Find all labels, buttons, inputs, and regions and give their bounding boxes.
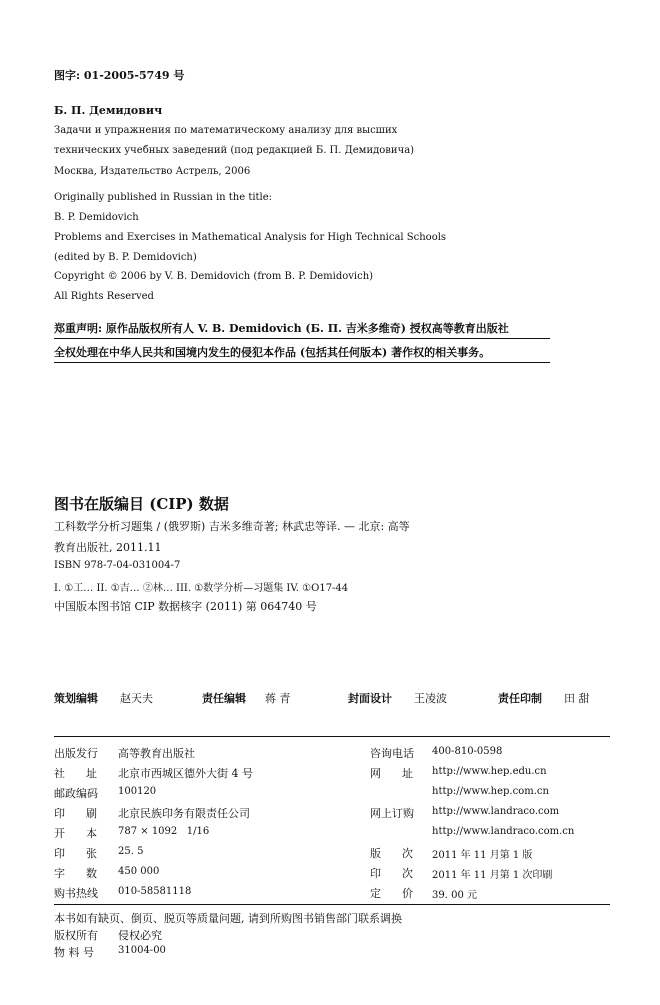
pub-value-edition: 2011 年 11 月第 1 版 xyxy=(432,850,533,861)
pub-label-printing: 印 次 xyxy=(370,867,413,880)
pub-value-website-2[interactable]: http://www.hep.com.cn xyxy=(432,786,549,797)
pub-label-format: 开 本 xyxy=(54,827,97,840)
notice-line-2: 全权处理在中华人民共和国境内发生的侵犯本作品 (包括其任何版本) 著作权的相关事务。 xyxy=(54,346,491,359)
cip-isbn: ISBN 978-7-04-031004-7 xyxy=(54,560,181,571)
pub-label-address: 社 址 xyxy=(54,767,97,780)
pub-label-phone: 咨询电话 xyxy=(370,747,414,760)
notice-line-1: 郑重声明: 原作品版权所有人 V. B. Demidovich (Б. П. 吉米多维奇) 授权高等教育出版社 xyxy=(54,322,509,335)
pub-label-publisher: 出版发行 xyxy=(54,747,98,760)
russian-title-line-2: технических учебных заведений (под редакцией Б. П. Демидовича) xyxy=(54,145,415,156)
english-line-2: B. P. Demidovich xyxy=(54,212,139,223)
footer-material-value: 31004-00 xyxy=(118,945,166,956)
pub-label-words: 字 数 xyxy=(54,867,97,880)
cip-record: 中国版本图书馆 CIP 数据核字 (2011) 第 064740 号 xyxy=(54,600,317,613)
staff-name-editor: 蒋 青 xyxy=(265,692,291,705)
pub-label-online-order: 网上订购 xyxy=(370,807,414,820)
footer-top-rule xyxy=(54,904,610,905)
publishing-top-rule xyxy=(54,736,610,737)
staff-label-printing: 责任印制 xyxy=(498,692,542,705)
footer-copyright-label: 版权所有 xyxy=(54,929,98,942)
notice-underline-2 xyxy=(54,362,550,363)
pub-label-printer: 印 刷 xyxy=(54,807,97,820)
pub-label-price: 定 价 xyxy=(370,887,413,900)
cip-line-2: 教育出版社, 2011.11 xyxy=(54,541,162,554)
pub-value-order-2[interactable]: http://www.landraco.com.cn xyxy=(432,826,575,837)
pub-label-edition: 版 次 xyxy=(370,847,413,860)
english-line-6: All Rights Reserved xyxy=(54,291,154,302)
staff-name-printing: 田 甜 xyxy=(564,692,590,705)
pub-value-words: 450 000 xyxy=(118,866,160,877)
footer-quality-note: 本书如有缺页、倒页、脱页等质量问题, 请到所购图书销售部门联系调换 xyxy=(54,912,402,925)
english-line-5: Copyright © 2006 by V. B. Demidovich (from B. P. Demidovich) xyxy=(54,271,374,282)
english-line-1: Originally published in Russian in the title: xyxy=(54,192,273,203)
cip-classification: I. ①工… II. ①吉… ②林… III. ①数学分析—习题集 IV. ①O17-44 xyxy=(54,583,349,594)
staff-label-editor: 责任编辑 xyxy=(202,692,246,705)
english-line-3: Problems and Exercises in Mathematical Analysis for High Technical Schools xyxy=(54,232,447,243)
pub-label-sheets: 印 张 xyxy=(54,847,97,860)
pub-label-website: 网 址 xyxy=(370,767,413,780)
pub-label-hotline: 购书热线 xyxy=(54,887,98,900)
footer-copyright-value: 侵权必究 xyxy=(118,929,162,942)
russian-publisher: Москва, Издательство Астрель, 2006 xyxy=(54,166,251,177)
cip-heading: 图书在版编目 (CIP) 数据 xyxy=(54,495,229,513)
pub-value-format: 787 × 1092 1/16 xyxy=(118,826,210,837)
pub-label-postcode: 邮政编码 xyxy=(54,787,98,800)
pub-value-order-1[interactable]: http://www.landraco.com xyxy=(432,806,560,817)
pub-value-website-1[interactable]: http://www.hep.edu.cn xyxy=(432,766,547,777)
english-line-4: (edited by B. P. Demidovich) xyxy=(54,252,197,263)
pub-value-price: 39. 00 元 xyxy=(432,890,477,901)
pub-value-hotline: 010-58581118 xyxy=(118,886,192,897)
staff-label-planning: 策划编辑 xyxy=(54,692,98,705)
staff-name-planning: 赵天夫 xyxy=(120,692,153,705)
notice-underline-1 xyxy=(54,338,550,339)
staff-label-cover: 封面设计 xyxy=(348,692,392,705)
cip-line-1: 工科数学分析习题集 / (俄罗斯) 吉米多维奇著; 林武忠等译. — 北京: 高等 xyxy=(54,520,410,533)
russian-title-line-1: Задачи и упражнения по математическому анализу для высших xyxy=(54,125,398,136)
pub-value-publisher: 高等教育出版社 xyxy=(118,747,195,760)
pub-value-phone: 400-810-0598 xyxy=(432,746,503,757)
pub-value-printing: 2011 年 11 月第 1 次印刷 xyxy=(432,870,553,881)
footer-material-label: 物 料 号 xyxy=(54,946,94,959)
russian-author: Б. П. Демидович xyxy=(54,104,163,117)
pub-value-printer: 北京民族印务有限责任公司 xyxy=(118,807,250,820)
pub-value-postcode: 100120 xyxy=(118,786,157,797)
contract-number: 图字: 01-2005-5749 号 xyxy=(54,69,185,82)
pub-value-sheets: 25. 5 xyxy=(118,846,144,857)
staff-name-cover: 王凌波 xyxy=(414,692,447,705)
pub-value-address: 北京市西城区德外大街 4 号 xyxy=(118,767,253,780)
